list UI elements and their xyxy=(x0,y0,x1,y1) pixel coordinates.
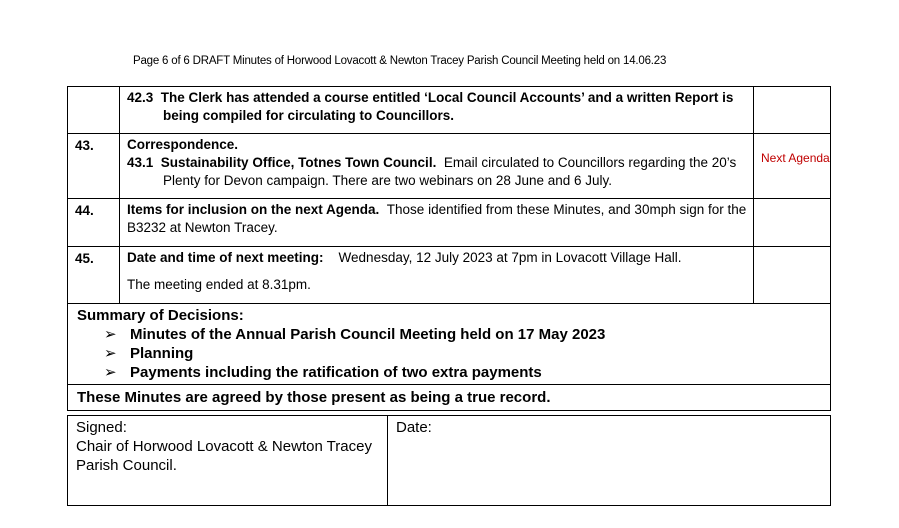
minutes-row-45 xyxy=(68,247,831,304)
item-heading: Date and time of next meeting: xyxy=(127,250,324,265)
subitem-title: Sustainability Office, Totnes Town Council. xyxy=(160,155,437,170)
item-text: Wednesday, 12 July 2023 at 7pm in Lovacott Village Hall. xyxy=(338,250,682,265)
list-item xyxy=(104,363,822,382)
signed-cell xyxy=(68,416,388,506)
summary-title: Summary of Decisions: xyxy=(77,307,244,324)
minutes-row-42-3 xyxy=(68,87,831,134)
summary-list xyxy=(77,325,822,382)
summary-item-text: Minutes of the Annual Parish Council Meeting held on 17 May 2023 xyxy=(130,326,606,343)
signed-label: Signed: xyxy=(76,419,127,436)
minutes-table xyxy=(67,86,831,411)
arrow-bullet-icon: ➢ xyxy=(104,326,117,343)
list-item xyxy=(104,344,822,363)
item-number: 43. xyxy=(68,134,120,199)
summary-row xyxy=(68,304,831,385)
subitem-text: Email circulated to Councillors regarding the 20’s Plenty for Devon campaign. There are two webinars on 28 June and 6 July. xyxy=(163,155,737,188)
arrow-bullet-icon: ➢ xyxy=(104,364,117,381)
item-body xyxy=(120,199,754,247)
summary-item-text: Payments including the ratification of two extra payments xyxy=(130,364,542,381)
meeting-end-text: The meeting ended at 8.31pm. xyxy=(127,277,311,292)
date-cell xyxy=(388,416,831,506)
subitem-text: The Clerk has attended a course entitled ‘Local Council Accounts’ and a written Report is being compiled for circulating to Councillors. xyxy=(160,90,734,123)
action-note: Next Agenda xyxy=(754,134,831,199)
subitem xyxy=(127,89,747,125)
arrow-bullet-icon: ➢ xyxy=(104,345,117,362)
subitem-number: 43.1 xyxy=(127,155,154,170)
item-body xyxy=(120,87,754,134)
action-note xyxy=(754,87,831,134)
signature-row xyxy=(68,416,831,506)
action-note xyxy=(754,199,831,247)
item-line xyxy=(127,249,747,267)
page-header: Page 6 of 6 DRAFT Minutes of Horwood Lovacott & Newton Tracey Parish Council Meeting held on 14.06.23 xyxy=(133,55,667,67)
item-body xyxy=(120,247,754,304)
summary-item-text: Planning xyxy=(130,345,194,362)
item-text: Those identified from these Minutes, and 30mph sign for the B3232 at Newton Tracey. xyxy=(127,202,747,235)
item-number: 45. xyxy=(68,247,120,304)
subitem xyxy=(127,154,747,190)
minutes-row-43 xyxy=(68,134,831,199)
date-label: Date: xyxy=(396,419,432,436)
item-heading: Correspondence. xyxy=(127,137,239,152)
item-heading: Items for inclusion on the next Agenda. xyxy=(127,202,380,217)
agreed-row xyxy=(68,385,831,411)
item-body xyxy=(120,134,754,199)
chair-label: Chair of Horwood Lovacott & Newton Tracey Parish Council. xyxy=(76,438,372,474)
item-number: 44. xyxy=(68,199,120,247)
action-note xyxy=(754,247,831,304)
subitem-number: 42.3 xyxy=(127,90,154,105)
signature-table xyxy=(67,415,831,506)
summary-section xyxy=(68,304,831,385)
minutes-row-44 xyxy=(68,199,831,247)
agreed-statement: These Minutes are agreed by those present as being a true record. xyxy=(68,385,831,411)
item-number xyxy=(68,87,120,134)
list-item xyxy=(104,325,822,344)
